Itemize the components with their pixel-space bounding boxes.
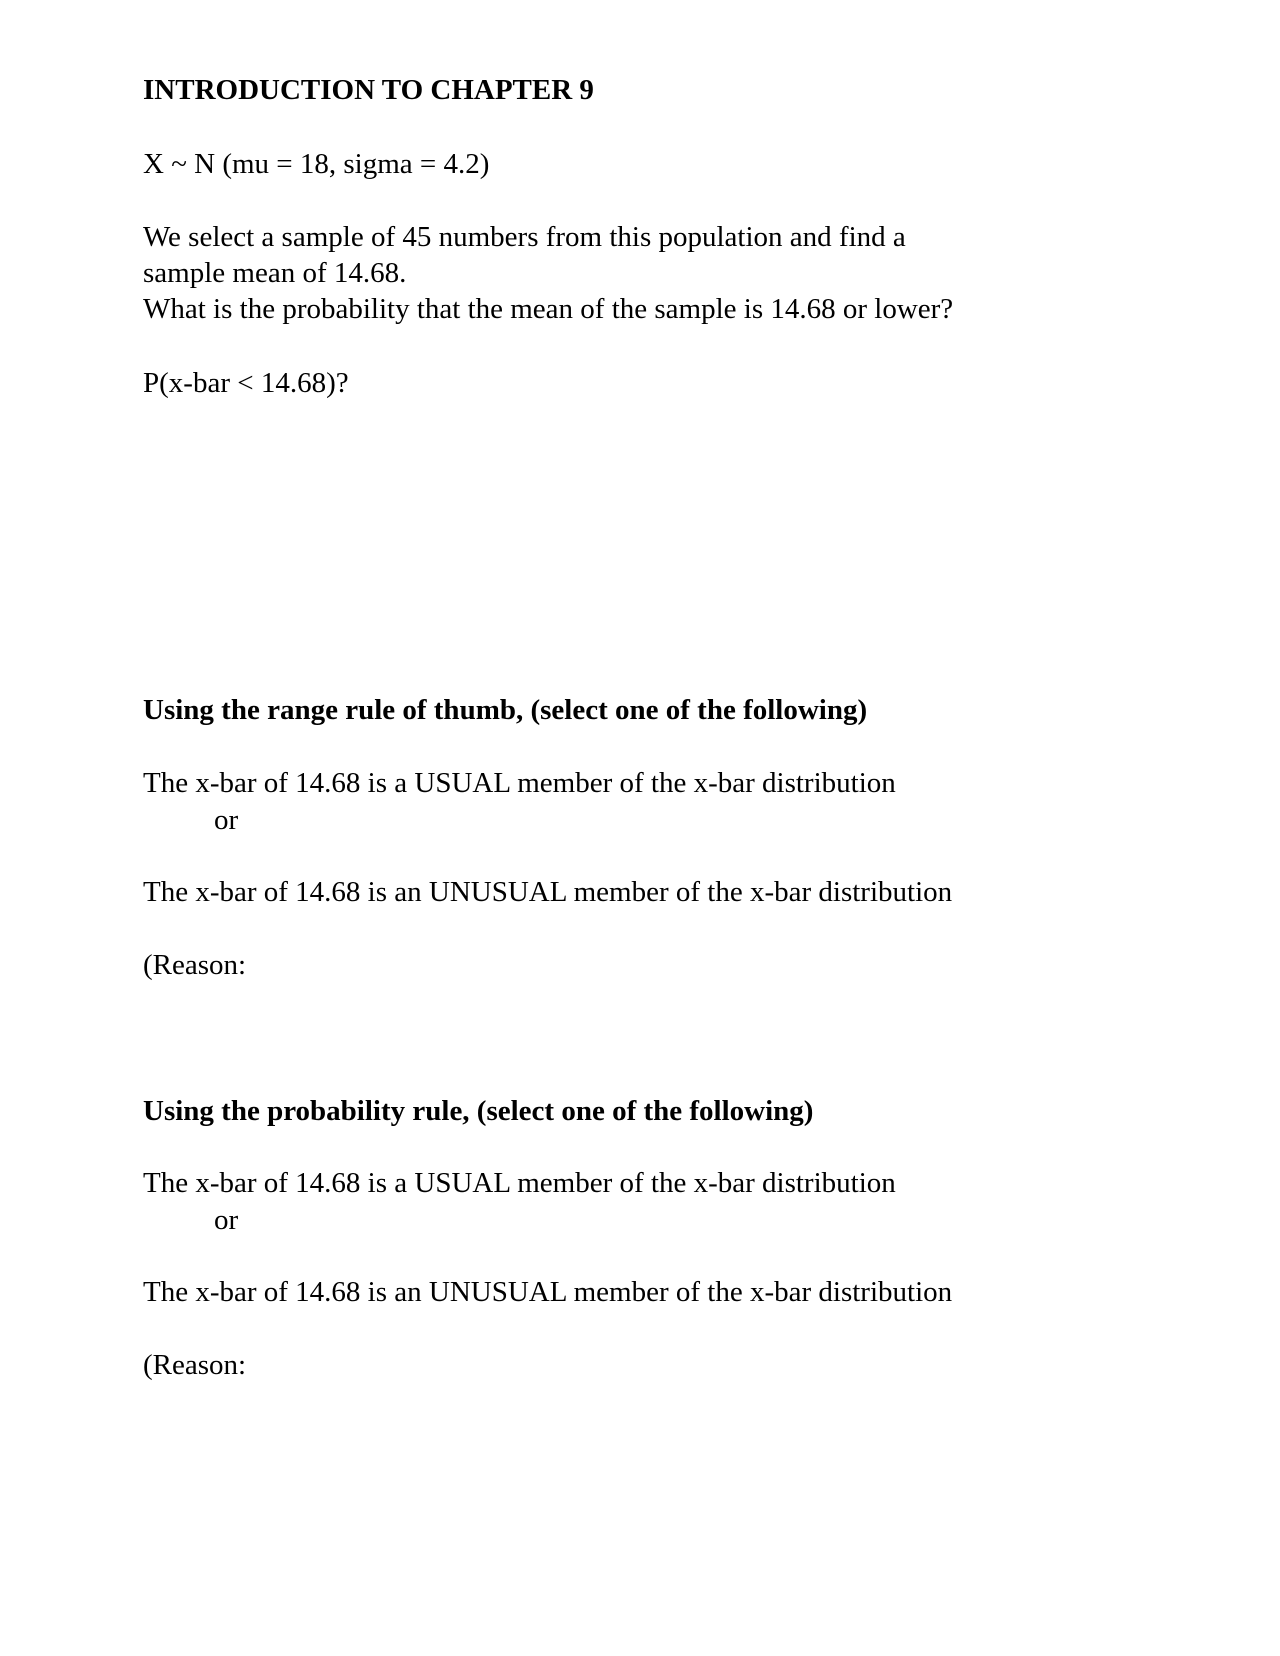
probability-expression: P(x-bar < 14.68)?	[143, 367, 349, 399]
problem-question: What is the probability that the mean of the sample is 14.68 or lower?	[143, 293, 954, 325]
option-usual[interactable]: The x-bar of 14.68 is a USUAL member of the x-bar distribution	[143, 1167, 896, 1199]
distribution-definition: X ~ N (mu = 18, sigma = 4.2)	[143, 148, 490, 180]
or-separator: or	[214, 1204, 239, 1236]
reason-label: (Reason:	[143, 949, 247, 981]
problem-line-1: We select a sample of 45 numbers from this population and find a	[143, 221, 906, 253]
or-separator: or	[214, 804, 239, 836]
section-heading: Using the probability rule, (select one of the following)	[143, 1095, 814, 1127]
document-title: INTRODUCTION TO CHAPTER 9	[143, 74, 594, 106]
section-heading: Using the range rule of thumb, (select one of the following)	[143, 694, 868, 726]
option-usual[interactable]: The x-bar of 14.68 is a USUAL member of the x-bar distribution	[143, 767, 896, 799]
reason-label: (Reason:	[143, 1349, 247, 1381]
problem-line-2: sample mean of 14.68.	[143, 257, 407, 289]
option-unusual[interactable]: The x-bar of 14.68 is an UNUSUAL member of the x-bar distribution	[143, 876, 953, 908]
option-unusual[interactable]: The x-bar of 14.68 is an UNUSUAL member of the x-bar distribution	[143, 1276, 953, 1308]
